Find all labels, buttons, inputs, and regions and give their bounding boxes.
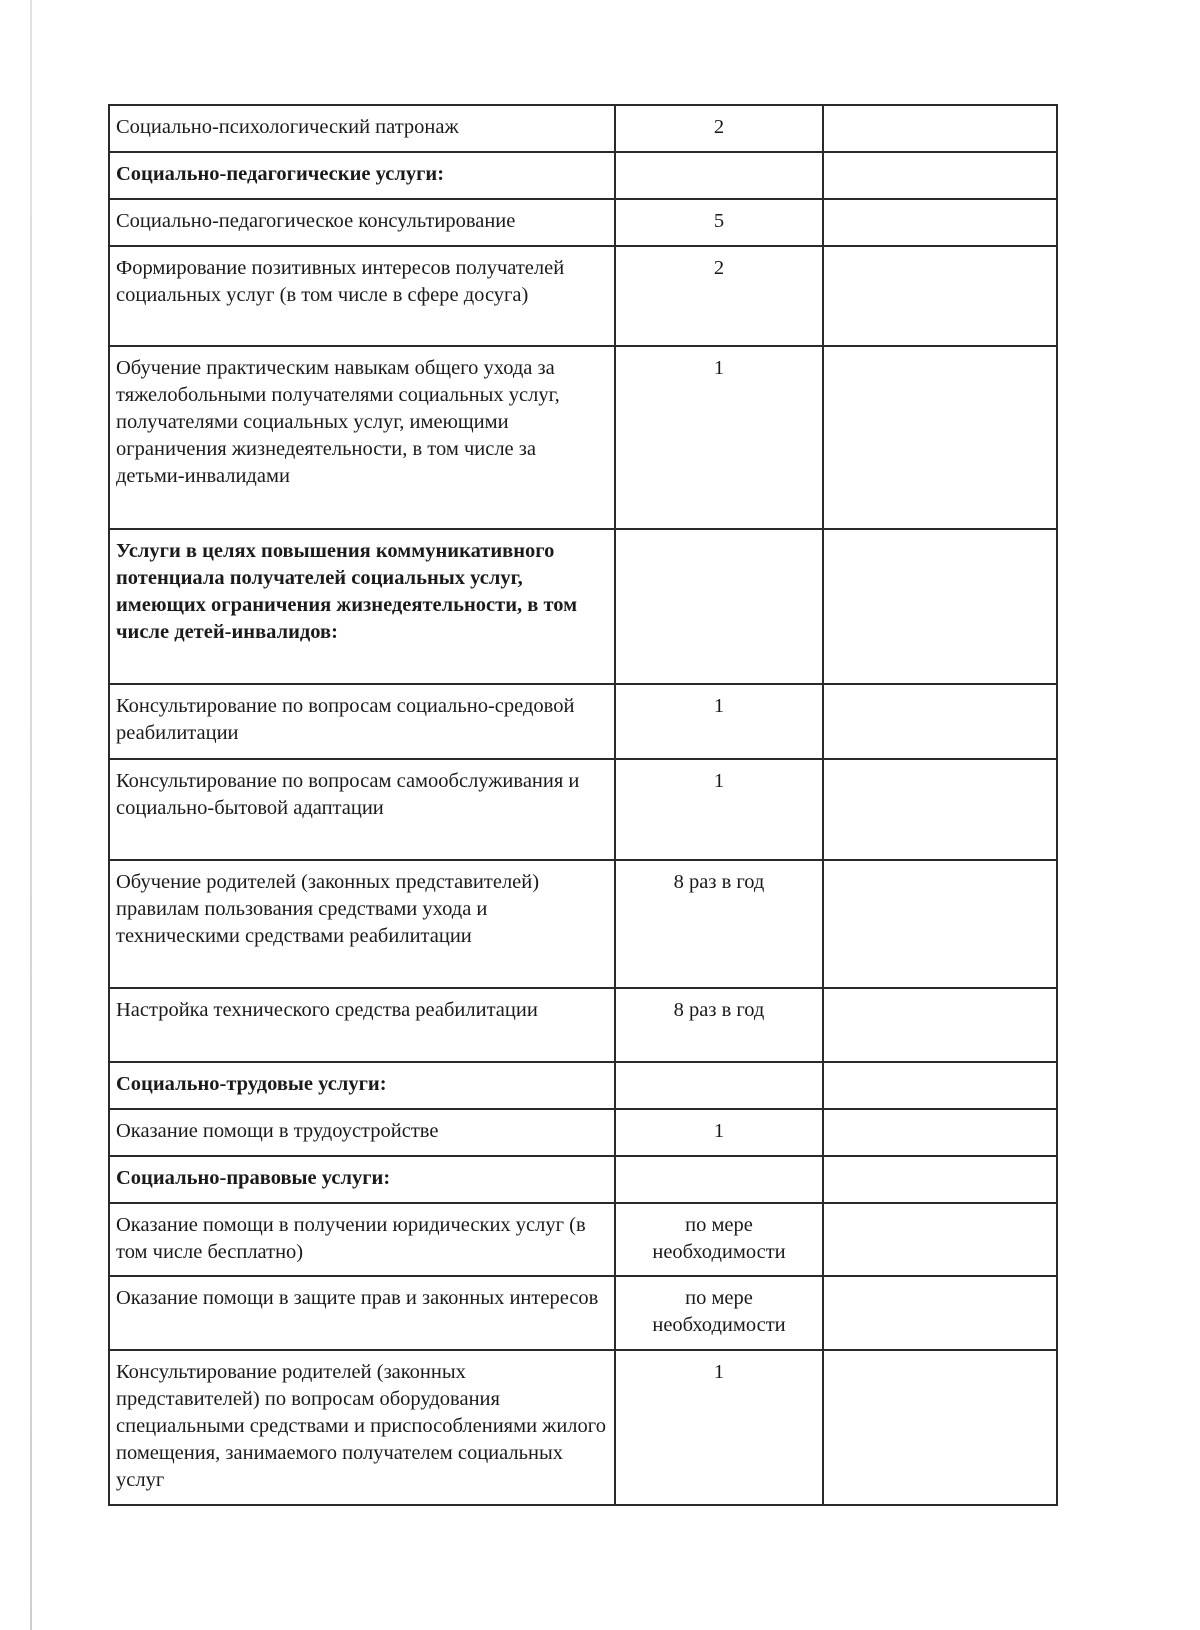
service-row — [109, 1276, 1057, 1350]
service-note-cell — [823, 1350, 1057, 1505]
service-name-cell: Социально-правовые услуги: — [109, 1156, 615, 1203]
section-header-row — [109, 152, 1057, 199]
service-note-cell — [823, 152, 1057, 199]
service-note-cell — [823, 199, 1057, 246]
service-name-cell: Социально-педагогическое консультирование — [109, 199, 615, 246]
service-row — [109, 246, 1057, 346]
service-frequency-cell — [615, 1156, 823, 1203]
service-name-cell: Социально-трудовые услуги: — [109, 1062, 615, 1109]
service-frequency-cell: 2 — [615, 246, 823, 346]
service-note-cell — [823, 860, 1057, 988]
services-table — [108, 104, 1058, 1506]
service-name-cell: Социально-психологический патронаж — [109, 105, 615, 152]
service-frequency-cell: 8 раз в год — [615, 860, 823, 988]
service-name-cell: Консультирование родителей (законных представителей) по вопросам оборудования специальными средствами и приспособлениями жилого помещения, занимаемого получателем социальных услуг — [109, 1350, 615, 1505]
service-frequency-cell: по мере необходимости — [615, 1203, 823, 1276]
service-row — [109, 346, 1057, 529]
service-frequency-cell: 5 — [615, 199, 823, 246]
service-frequency-cell — [615, 1062, 823, 1109]
service-frequency-cell: 1 — [615, 1109, 823, 1156]
scan-page-edge — [30, 0, 32, 1630]
service-name-cell: Настройка технического средства реабилитации — [109, 988, 615, 1062]
service-row — [109, 759, 1057, 860]
service-note-cell — [823, 346, 1057, 529]
service-name-cell: Обучение практическим навыкам общего ухода за тяжелобольными получателями социальных услуг, получателями социальных услуг, имеющими ограничения жизнедеятельности, в том числе за детьми-инвалидами — [109, 346, 615, 529]
service-name-cell: Оказание помощи в получении юридических услуг (в том числе бесплатно) — [109, 1203, 615, 1276]
service-name-cell: Услуги в целях повышения коммуникативного потенциала получателей социальных услуг, имеющих ограничения жизнедеятельности, в том числе детей-инвалидов: — [109, 529, 615, 684]
service-note-cell — [823, 759, 1057, 860]
service-frequency-cell: по мере необходимости — [615, 1276, 823, 1350]
section-header-row — [109, 529, 1057, 684]
service-row — [109, 988, 1057, 1062]
service-row — [109, 199, 1057, 246]
service-note-cell — [823, 105, 1057, 152]
service-name-cell: Консультирование по вопросам социально-средовой реабилитации — [109, 684, 615, 759]
service-note-cell — [823, 246, 1057, 346]
service-note-cell — [823, 1156, 1057, 1203]
service-row — [109, 1203, 1057, 1276]
service-name-cell: Консультирование по вопросам самообслуживания и социально-бытовой адаптации — [109, 759, 615, 860]
service-note-cell — [823, 1062, 1057, 1109]
service-note-cell — [823, 988, 1057, 1062]
service-note-cell — [823, 1109, 1057, 1156]
service-row — [109, 105, 1057, 152]
section-header-row — [109, 1156, 1057, 1203]
service-frequency-cell: 1 — [615, 759, 823, 860]
section-header-row — [109, 1062, 1057, 1109]
service-row — [109, 860, 1057, 988]
service-frequency-cell — [615, 152, 823, 199]
services-table-body — [109, 105, 1057, 1505]
service-row — [109, 684, 1057, 759]
service-name-cell: Оказание помощи в трудоустройстве — [109, 1109, 615, 1156]
service-name-cell: Оказание помощи в защите прав и законных интересов — [109, 1276, 615, 1350]
service-name-cell: Обучение родителей (законных представителей) правилам пользования средствами ухода и техническими средствами реабилитации — [109, 860, 615, 988]
service-frequency-cell: 1 — [615, 1350, 823, 1505]
service-note-cell — [823, 684, 1057, 759]
service-note-cell — [823, 1203, 1057, 1276]
service-frequency-cell: 8 раз в год — [615, 988, 823, 1062]
service-name-cell: Формирование позитивных интересов получателей социальных услуг (в том числе в сфере досуга) — [109, 246, 615, 346]
service-row — [109, 1350, 1057, 1505]
service-frequency-cell: 1 — [615, 684, 823, 759]
service-note-cell — [823, 1276, 1057, 1350]
service-frequency-cell — [615, 529, 823, 684]
service-frequency-cell: 2 — [615, 105, 823, 152]
service-name-cell: Социально-педагогические услуги: — [109, 152, 615, 199]
service-row — [109, 1109, 1057, 1156]
service-frequency-cell: 1 — [615, 346, 823, 529]
service-note-cell — [823, 529, 1057, 684]
